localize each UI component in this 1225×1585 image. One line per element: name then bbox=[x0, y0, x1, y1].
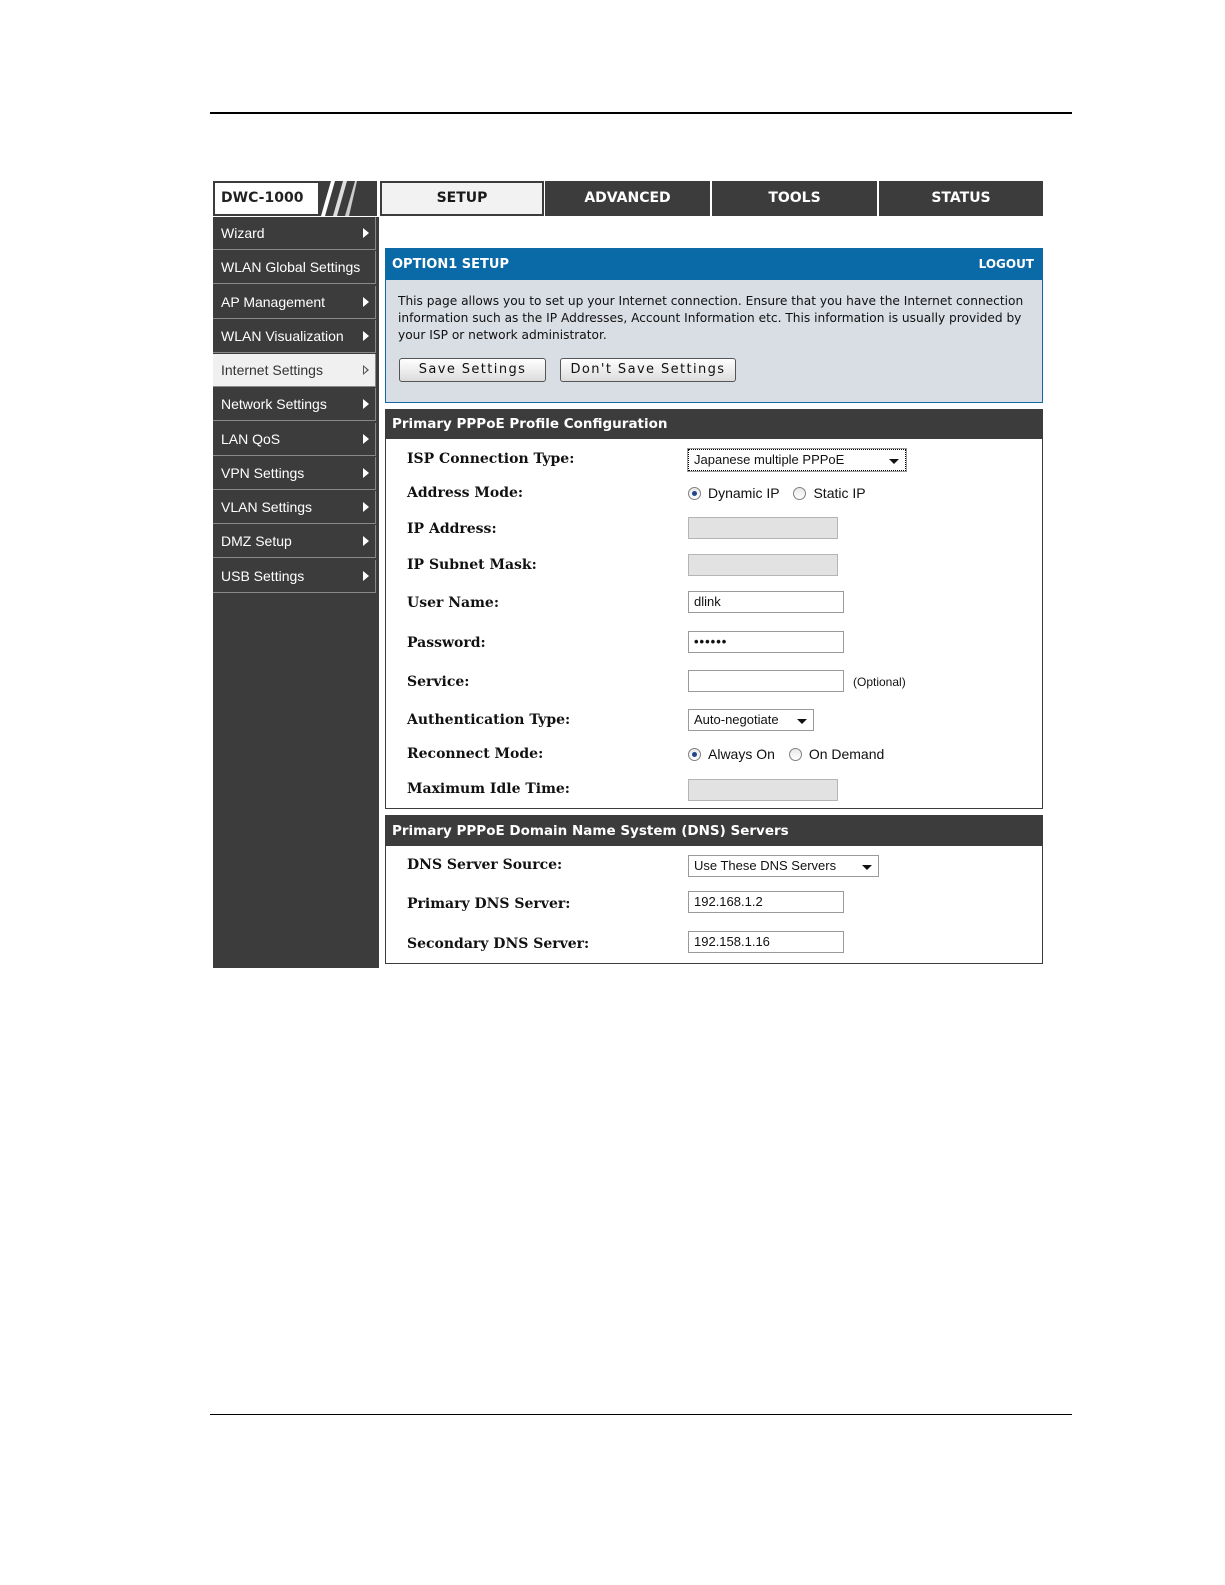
ip-address-input[interactable] bbox=[688, 517, 838, 539]
sidebar-item-label: WLAN Global Settings bbox=[221, 259, 361, 275]
password-input[interactable]: •••••• bbox=[688, 631, 844, 653]
sidebar-item-label: LAN QoS bbox=[221, 431, 281, 447]
sidebar-item-label: WLAN Visualization bbox=[221, 328, 344, 344]
option-setup-box bbox=[385, 248, 1043, 403]
sidebar-item-label: AP Management bbox=[221, 294, 326, 310]
sidebar-item-label: Network Settings bbox=[221, 396, 327, 412]
chevron-down-icon bbox=[889, 459, 899, 464]
dynamic-ip-label: Dynamic IP bbox=[708, 485, 780, 501]
authentication-type-value: Auto-negotiate bbox=[694, 712, 779, 727]
sidebar-item-wlan-visualization[interactable] bbox=[213, 320, 376, 353]
dns-servers-title: Primary PPPoE Domain Name System (DNS) Servers bbox=[386, 816, 1042, 846]
dont-save-settings-button[interactable]: Don't Save Settings bbox=[560, 358, 736, 382]
pppoe-profile-title: Primary PPPoE Profile Configuration bbox=[386, 410, 1042, 439]
dns-server-source-value: Use These DNS Servers bbox=[694, 858, 837, 873]
user-name-label: User Name: bbox=[407, 595, 500, 611]
sidebar-item-network-settings[interactable] bbox=[213, 388, 376, 421]
tab-status[interactable]: STATUS bbox=[879, 181, 1043, 216]
always-on-label: Always On bbox=[708, 746, 775, 762]
sidebar-item-wizard[interactable] bbox=[213, 217, 376, 250]
sidebar-item-lan-qos[interactable] bbox=[213, 423, 376, 456]
sidebar-item-wlan-global-settings[interactable] bbox=[213, 251, 376, 284]
option-setup-header bbox=[386, 249, 1042, 280]
user-name-input[interactable]: dlink bbox=[688, 591, 844, 613]
reconnect-mode-group bbox=[688, 746, 894, 766]
service-label: Service: bbox=[407, 674, 470, 690]
on-demand-radio[interactable] bbox=[789, 748, 802, 761]
chevron-right-icon bbox=[363, 399, 369, 409]
chevron-right-icon bbox=[363, 468, 369, 478]
tab-advanced[interactable]: ADVANCED bbox=[545, 181, 710, 216]
secondary-dns-server-input[interactable]: 192.158.1.16 bbox=[688, 931, 844, 953]
hollow-chevron-right-icon bbox=[363, 365, 369, 375]
chevron-down-icon bbox=[797, 719, 807, 724]
dns-server-source-label: DNS Server Source: bbox=[407, 857, 563, 873]
isp-connection-type-label: ISP Connection Type: bbox=[407, 451, 575, 467]
sidebar-item-dmz-setup[interactable] bbox=[213, 525, 376, 558]
slash-logo-icon bbox=[321, 181, 357, 216]
maximum-idle-time-input[interactable] bbox=[688, 779, 838, 801]
on-demand-label: On Demand bbox=[808, 746, 885, 762]
chevron-right-icon bbox=[363, 502, 369, 512]
sidebar bbox=[213, 217, 379, 968]
service-input[interactable] bbox=[688, 670, 844, 692]
logout-link[interactable]: LOGOUT bbox=[978, 257, 1034, 271]
chevron-right-icon bbox=[363, 571, 369, 581]
ip-address-label: IP Address: bbox=[407, 521, 497, 537]
sidebar-item-internet-settings[interactable] bbox=[213, 354, 376, 387]
ip-subnet-mask-label: IP Subnet Mask: bbox=[407, 557, 537, 573]
dynamic-ip-radio[interactable] bbox=[688, 487, 701, 500]
primary-dns-server-label: Primary DNS Server: bbox=[407, 896, 571, 912]
pppoe-profile-panel bbox=[385, 409, 1043, 809]
ip-subnet-mask-input[interactable] bbox=[688, 554, 838, 576]
sidebar-item-label: USB Settings bbox=[221, 568, 305, 584]
top-rule bbox=[210, 112, 1072, 114]
sidebar-item-label: VLAN Settings bbox=[221, 499, 313, 515]
isp-connection-type-value: Japanese multiple PPPoE bbox=[694, 452, 845, 467]
chevron-right-icon bbox=[363, 536, 369, 546]
sidebar-item-label: VPN Settings bbox=[221, 465, 305, 481]
chevron-down-icon bbox=[862, 865, 872, 870]
authentication-type-label: Authentication Type: bbox=[407, 712, 571, 728]
sidebar-item-vlan-settings[interactable] bbox=[213, 491, 376, 524]
primary-dns-server-input[interactable]: 192.168.1.2 bbox=[688, 891, 844, 913]
tab-tools[interactable]: TOOLS bbox=[712, 181, 877, 216]
dns-server-source-select[interactable] bbox=[688, 855, 879, 877]
sidebar-item-label: Wizard bbox=[221, 225, 265, 241]
static-ip-radio[interactable] bbox=[793, 487, 806, 500]
option-description: This page allows you to set up your Internet connection. Ensure that you have the Internet connection information such as the IP Addresses, Account Information etc. This information is usually provided by your ISP or network administrator. bbox=[398, 294, 1024, 342]
chevron-right-icon bbox=[363, 434, 369, 444]
reconnect-mode-label: Reconnect Mode: bbox=[407, 746, 544, 762]
static-ip-label: Static IP bbox=[813, 485, 866, 501]
tab-setup[interactable]: SETUP bbox=[380, 181, 544, 216]
authentication-type-select[interactable] bbox=[688, 709, 814, 731]
password-label: Password: bbox=[407, 635, 486, 651]
isp-connection-type-select[interactable] bbox=[688, 449, 906, 471]
sidebar-item-usb-settings[interactable] bbox=[213, 560, 376, 593]
sidebar-item-ap-management[interactable] bbox=[213, 286, 376, 319]
maximum-idle-time-label: Maximum Idle Time: bbox=[407, 781, 570, 797]
always-on-radio[interactable] bbox=[688, 748, 701, 761]
device-model: DWC-1000 bbox=[215, 183, 318, 214]
chevron-right-icon bbox=[363, 331, 369, 341]
chevron-right-icon bbox=[363, 297, 369, 307]
option-title: OPTION1 SETUP bbox=[392, 257, 509, 272]
service-optional-hint: (Optional) bbox=[853, 675, 906, 689]
chevron-right-icon bbox=[363, 228, 369, 238]
sidebar-item-label: Internet Settings bbox=[221, 362, 323, 378]
address-mode-label: Address Mode: bbox=[407, 485, 524, 501]
secondary-dns-server-label: Secondary DNS Server: bbox=[407, 936, 590, 952]
sidebar-item-vpn-settings[interactable] bbox=[213, 457, 376, 490]
save-settings-button[interactable]: Save Settings bbox=[399, 358, 546, 382]
bottom-rule bbox=[210, 1414, 1072, 1415]
dns-servers-panel bbox=[385, 815, 1043, 964]
logo bbox=[213, 181, 377, 216]
sidebar-item-label: DMZ Setup bbox=[221, 533, 292, 549]
address-mode-group bbox=[688, 485, 876, 505]
